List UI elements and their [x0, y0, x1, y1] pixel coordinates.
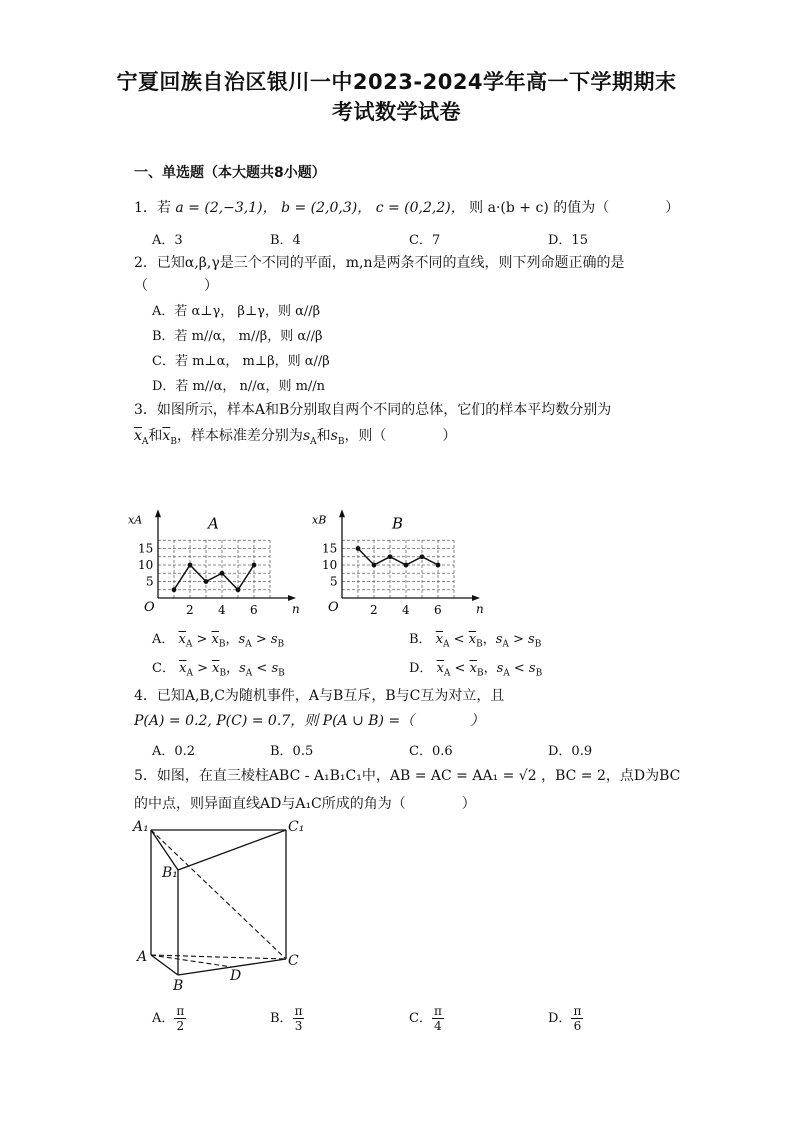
- q1-option-c[interactable]: C．7: [409, 233, 441, 248]
- q3-option-d[interactable]: D． $\overline{x}_A < \overline{x}_B$，$s_A < s_B$: [409, 661, 543, 679]
- chart-a-title: A: [208, 514, 219, 533]
- label-b1: B₁: [162, 865, 178, 881]
- q5-option-a[interactable]: A． $\frac{\pi}{2}$: [152, 1004, 185, 1033]
- question-5-stem-2: 的中点，则异面直线AD与A₁C所成的角为（ ）: [134, 796, 476, 812]
- q4-option-c[interactable]: C．0.6: [409, 744, 453, 759]
- chart-a-data-point: [188, 563, 193, 568]
- q1-post: 则 a·(b + c) 的值为（ ）: [469, 200, 680, 216]
- chart-b-data-point: [420, 554, 425, 559]
- chart-a-x-tick: 4: [218, 603, 226, 617]
- chart-b-title: B: [392, 514, 404, 533]
- q4-option-a[interactable]: A．0.2: [152, 744, 196, 759]
- edge-a-b: [151, 955, 178, 975]
- q5-option-b[interactable]: B． $\frac{\pi}{3}$: [270, 1004, 303, 1033]
- chart-b-y-tick: 5: [330, 574, 338, 589]
- question-1-stem: [134, 197, 679, 217]
- chart-b-origin-label: O: [328, 600, 339, 615]
- question-3-stem: 3．如图所示，样本A和B分别取自两个不同的总体，它们的样本平均数分别为: [134, 402, 612, 418]
- charts-svg: [128, 448, 484, 618]
- q3-option-b[interactable]: B． $\overline{x}_A < \overline{x}_B$，$s_A > s_B$: [409, 632, 542, 650]
- prism-figure: [128, 815, 318, 995]
- q5-option-d[interactable]: D． $\frac{\pi}{6}$: [548, 1004, 582, 1033]
- chart-a-x-tick: 6: [250, 603, 258, 617]
- question-5-stem: 5．如图，在直三棱柱ABC - A₁B₁C₁中，AB = AC = AA₁ = √2 ，BC = 2，点D为BC: [134, 768, 681, 784]
- q2-option-c[interactable]: C．若 m⊥α， m⊥β，则 α//β: [152, 354, 330, 369]
- question-4-stem: 4．已知A,B,C为随机事件，A与B互斥，B与C互为对立，且: [134, 688, 505, 704]
- chart-a-x-arrow: [288, 595, 296, 601]
- q1-option-d[interactable]: D．15: [548, 233, 588, 248]
- question-3-line-2: $\overline{x}_A$和$\overline{x}_B$，样本标准差分别为$s_A$和$s_B$，则（ ）: [134, 425, 456, 447]
- q2-option-a[interactable]: A．若 α⊥γ， β⊥γ，则 α//β: [152, 304, 321, 319]
- q3-option-c[interactable]: C． $\overline{x}_A > \overline{x}_B$，$s_A < s_B$: [152, 661, 285, 679]
- q1-vector-b: b = (2,0,3)，: [281, 200, 372, 216]
- label-c1: C₁: [288, 819, 305, 835]
- q1-vector-a: a = (2,−3,1)，: [175, 200, 277, 216]
- section-header: 一、单选题（本大题共8小题）: [134, 165, 326, 181]
- q2-option-d[interactable]: D．若 m//α， n//α，则 m//n: [152, 379, 326, 394]
- chart-b-data-point: [388, 554, 393, 559]
- chart-a-origin-label: O: [144, 600, 155, 615]
- chart-a-data-point: [172, 587, 177, 592]
- chart-a-y-arrow: [155, 509, 161, 517]
- dashed-a1-c: [151, 830, 286, 959]
- chart-b-x-arrow: [472, 595, 480, 601]
- q2-option-b[interactable]: B．若 m//α， m//β，则 α//β: [152, 329, 323, 344]
- label-a: A: [137, 949, 148, 965]
- label-c: C: [288, 953, 299, 969]
- chart-a-data-point: [204, 579, 209, 584]
- chart-b-y-label: xB: [312, 513, 327, 527]
- chart-b: [312, 509, 484, 617]
- q1-option-b[interactable]: B．4: [270, 233, 301, 248]
- label-a1: A₁: [133, 819, 149, 835]
- chart-a-series-line: [174, 565, 254, 590]
- chart-b-y-arrow: [339, 509, 345, 517]
- q3-stem2-end: ，则（ ）: [344, 428, 457, 444]
- q5-option-c[interactable]: C． $\frac{\pi}{4}$: [409, 1004, 442, 1033]
- chart-a-y-tick: 15: [138, 541, 154, 556]
- q1-vector-c: c = (0,2,2)，: [375, 200, 465, 216]
- title-line-2: 考试数学试卷: [332, 100, 461, 124]
- q3-option-a[interactable]: A． $\overline{x}_A > \overline{x}_B$，$s_A > s_B$: [152, 632, 285, 650]
- label-d: D: [230, 968, 242, 984]
- title-line-1: 宁夏回族自治区银川一中2023-2024学年高一下学期期末: [116, 70, 677, 94]
- q1-pre: 1．若: [134, 200, 171, 216]
- question-4-stem-2: P(A) = 0.2, P(C) = 0.7，则 P(A ∪ B) =（ ）: [134, 713, 485, 729]
- chart-b-y-tick: 15: [322, 541, 338, 556]
- question-2-stem: 2．已知α,β,γ是三个不同的平面，m,n是两条不同的直线，则下列命题正确的是: [134, 255, 625, 271]
- chart-b-x-tick: 4: [402, 603, 410, 617]
- chart-a-x-label: n: [292, 602, 300, 616]
- question-2-paren: （ ）: [134, 278, 218, 294]
- chart-b-y-tick: 10: [322, 558, 338, 572]
- chart-a-data-point: [236, 587, 241, 592]
- chart-b-x-tick: 6: [434, 603, 442, 617]
- edge-b1-c1: [178, 830, 286, 870]
- q4-option-b[interactable]: B．0.5: [270, 744, 314, 759]
- chart-a-y-label: xA: [128, 513, 143, 527]
- chart-b-data-point: [404, 563, 409, 568]
- chart-b-data-point: [372, 563, 377, 568]
- chart-a-data-point: [220, 571, 225, 576]
- chart-a-y-tick: 5: [146, 574, 154, 589]
- chart-a-x-tick: 2: [186, 603, 194, 617]
- chart-b-data-point: [356, 546, 361, 551]
- chart-a-y-tick: 10: [138, 558, 154, 572]
- chart-a: [128, 509, 300, 617]
- chart-b-x-tick: 2: [370, 603, 378, 617]
- chart-a-data-point: [252, 563, 257, 568]
- q1-option-a[interactable]: A．3: [152, 233, 183, 248]
- label-b: B: [173, 978, 184, 994]
- chart-b-data-point: [436, 563, 441, 568]
- chart-b-x-label: n: [476, 602, 484, 616]
- q4-option-d[interactable]: D．0.9: [548, 744, 593, 759]
- edge-a1-b1: [151, 830, 178, 870]
